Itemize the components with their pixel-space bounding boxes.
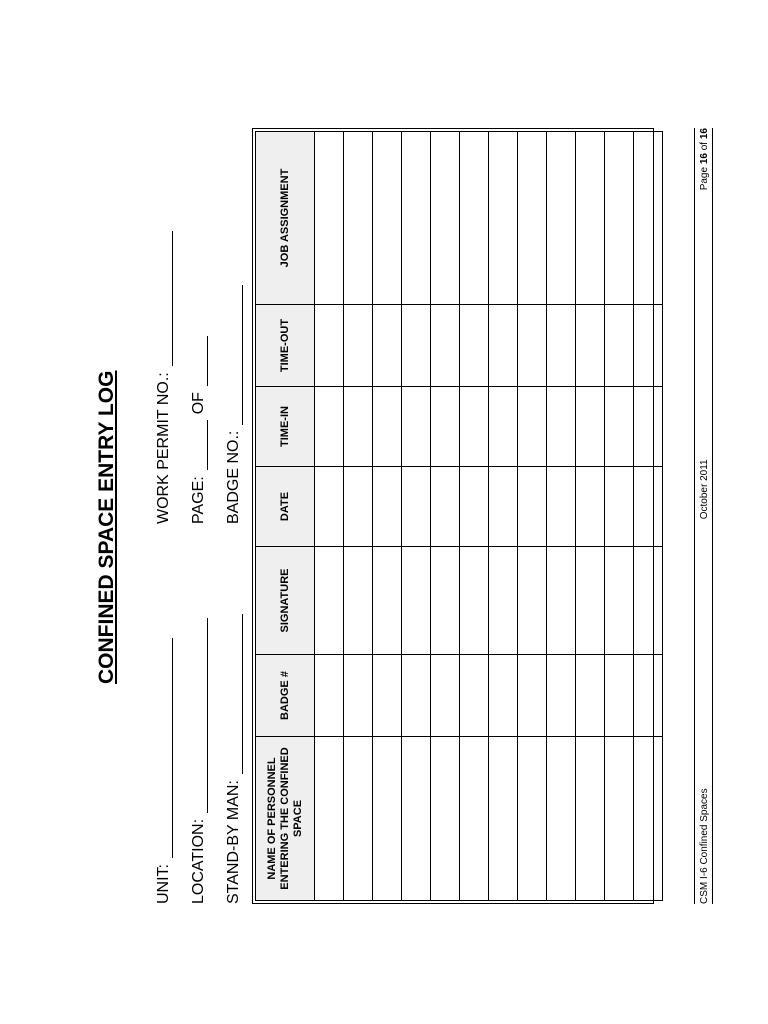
table-cell[interactable] — [344, 547, 373, 655]
table-cell[interactable] — [518, 737, 547, 901]
table-row — [576, 132, 605, 901]
table-cell[interactable] — [518, 547, 547, 655]
header-name: NAME OF PERSONNEL ENTERING THE CONFINED SPACE — [256, 737, 315, 901]
table-cell[interactable] — [431, 305, 460, 387]
table-cell[interactable] — [431, 737, 460, 901]
table-row — [489, 132, 518, 901]
location-field — [190, 618, 208, 904]
standby-label: STAND-BY MAN: — [225, 780, 242, 904]
table-cell[interactable] — [344, 132, 373, 305]
table-cell[interactable] — [344, 655, 373, 737]
table-cell[interactable] — [576, 737, 605, 901]
badge-no-input-line[interactable] — [228, 285, 243, 425]
table-cell[interactable] — [489, 655, 518, 737]
table-cell[interactable] — [605, 467, 634, 547]
table-cell[interactable] — [547, 305, 576, 387]
table-header-row — [256, 132, 315, 901]
table-cell[interactable] — [576, 387, 605, 467]
entry-log-table-frame — [252, 128, 654, 904]
table-row — [605, 132, 634, 901]
table-cell[interactable] — [634, 132, 663, 305]
table-cell[interactable] — [344, 387, 373, 467]
table-cell[interactable] — [576, 547, 605, 655]
work-permit-field — [155, 231, 173, 524]
page-footer — [694, 128, 710, 904]
table-cell[interactable] — [373, 467, 402, 547]
work-permit-label: WORK PERMIT NO.: — [155, 372, 172, 524]
footer-rule — [712, 128, 713, 904]
table-cell[interactable] — [315, 547, 344, 655]
footer-date: October 2011 — [699, 459, 710, 520]
table-cell[interactable] — [547, 387, 576, 467]
work-permit-input-line[interactable] — [158, 231, 173, 366]
table-cell[interactable] — [460, 737, 489, 901]
unit-field — [155, 638, 173, 904]
table-cell[interactable] — [547, 547, 576, 655]
table-cell[interactable] — [605, 655, 634, 737]
table-cell[interactable] — [518, 387, 547, 467]
table-cell[interactable] — [344, 305, 373, 387]
table-cell[interactable] — [315, 737, 344, 901]
table-cell[interactable] — [431, 547, 460, 655]
table-row — [402, 132, 431, 901]
table-cell[interactable] — [431, 387, 460, 467]
table-cell[interactable] — [315, 467, 344, 547]
table-cell[interactable] — [344, 467, 373, 547]
footer-doc-name: CSM I-6 Confined Spaces — [699, 788, 710, 904]
table-cell[interactable] — [518, 655, 547, 737]
table-cell[interactable] — [518, 305, 547, 387]
table-body — [315, 132, 663, 901]
table-cell[interactable] — [460, 387, 489, 467]
table-cell[interactable] — [605, 387, 634, 467]
table-cell[interactable] — [402, 737, 431, 901]
table-row — [344, 132, 373, 901]
table-cell[interactable] — [402, 655, 431, 737]
table-row — [547, 132, 576, 901]
table-cell[interactable] — [373, 387, 402, 467]
table-cell[interactable] — [373, 737, 402, 901]
table-cell[interactable] — [315, 305, 344, 387]
of-label: OF — [190, 392, 207, 415]
table-cell[interactable] — [605, 547, 634, 655]
table-cell[interactable] — [634, 737, 663, 901]
page-label: PAGE: — [190, 476, 207, 524]
table-row — [634, 132, 663, 901]
table-cell[interactable] — [576, 305, 605, 387]
page-field — [190, 336, 208, 524]
table-row — [431, 132, 460, 901]
table-cell[interactable] — [489, 305, 518, 387]
table-cell[interactable] — [634, 655, 663, 737]
unit-label: UNIT: — [155, 864, 172, 904]
table-cell[interactable] — [460, 547, 489, 655]
table-cell[interactable] — [634, 387, 663, 467]
table-cell[interactable] — [460, 305, 489, 387]
table-cell[interactable] — [489, 467, 518, 547]
footer-page-number: Page 16 of 16 — [699, 128, 710, 191]
table-cell[interactable] — [489, 737, 518, 901]
table-cell[interactable] — [402, 305, 431, 387]
standby-input-line[interactable] — [228, 614, 243, 774]
table-cell[interactable] — [489, 387, 518, 467]
table-cell[interactable] — [605, 737, 634, 901]
table-cell[interactable] — [431, 132, 460, 305]
standby-field — [225, 614, 243, 904]
page-title: CONFINED SPACE ENTRY LOG — [95, 370, 118, 684]
header-job-assignment: JOB ASSIGNMENT — [256, 132, 315, 305]
table-cell[interactable] — [344, 737, 373, 901]
location-label: LOCATION: — [190, 818, 207, 904]
table-cell[interactable] — [634, 467, 663, 547]
table-cell[interactable] — [547, 655, 576, 737]
table-cell[interactable] — [576, 132, 605, 305]
table-cell[interactable] — [489, 132, 518, 305]
table-cell[interactable] — [576, 467, 605, 547]
header-time-in: TIME-IN — [256, 387, 315, 467]
table-cell[interactable] — [402, 132, 431, 305]
header-signature: SIGNATURE — [256, 547, 315, 655]
table-cell[interactable] — [373, 655, 402, 737]
table-cell[interactable] — [315, 655, 344, 737]
table-cell[interactable] — [460, 132, 489, 305]
table-cell[interactable] — [634, 547, 663, 655]
table-cell[interactable] — [402, 387, 431, 467]
badge-no-label: BADGE NO.: — [225, 430, 242, 524]
entry-log-table — [255, 131, 663, 901]
table-cell[interactable] — [315, 132, 344, 305]
location-input-line[interactable] — [193, 618, 208, 813]
badge-no-field — [225, 285, 243, 524]
table-cell[interactable] — [373, 305, 402, 387]
table-cell[interactable] — [576, 655, 605, 737]
page-total-input-line[interactable] — [193, 336, 208, 386]
table-cell[interactable] — [547, 737, 576, 901]
table-cell[interactable] — [605, 132, 634, 305]
table-cell[interactable] — [518, 467, 547, 547]
table-cell[interactable] — [547, 132, 576, 305]
table-row — [518, 132, 547, 901]
table-cell[interactable] — [634, 305, 663, 387]
header-date: DATE — [256, 467, 315, 547]
table-cell[interactable] — [489, 547, 518, 655]
table-cell[interactable] — [547, 467, 576, 547]
table-cell[interactable] — [373, 547, 402, 655]
table-cell[interactable] — [460, 655, 489, 737]
table-cell[interactable] — [518, 132, 547, 305]
table-row — [315, 132, 344, 901]
page-input-line[interactable] — [193, 420, 208, 470]
header-badge: BADGE # — [256, 655, 315, 737]
table-cell[interactable] — [460, 467, 489, 547]
table-cell[interactable] — [315, 387, 344, 467]
table-cell[interactable] — [373, 132, 402, 305]
header-time-out: TIME-OUT — [256, 305, 315, 387]
table-row — [373, 132, 402, 901]
table-row — [460, 132, 489, 901]
table-cell[interactable] — [605, 305, 634, 387]
table-cell[interactable] — [402, 547, 431, 655]
table-cell[interactable] — [431, 467, 460, 547]
unit-input-line[interactable] — [158, 638, 173, 858]
table-cell[interactable] — [402, 467, 431, 547]
table-cell[interactable] — [431, 655, 460, 737]
